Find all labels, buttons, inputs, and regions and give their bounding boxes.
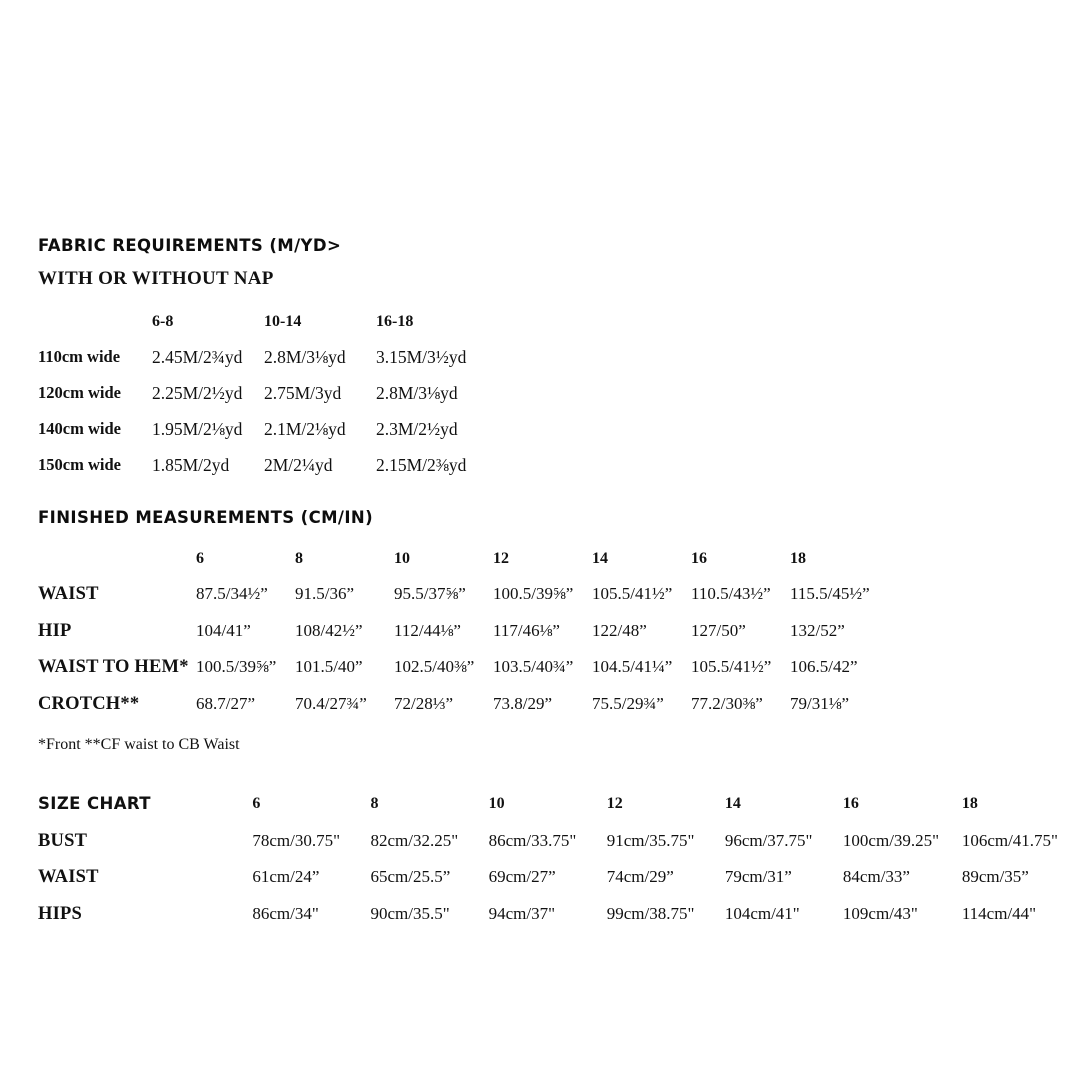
cell: 2.1M/2⅛yd	[264, 419, 346, 439]
row-label: 110cm wide	[38, 347, 121, 366]
cell: 99cm/38.75"	[606, 903, 695, 923]
column-header-size-12: 12	[493, 550, 509, 567]
row-label: 120cm wide	[38, 383, 121, 402]
cell: 68.7/27”	[196, 693, 256, 713]
cell: 77.2/30⅜”	[691, 693, 763, 713]
size-chart-section	[38, 786, 1058, 932]
cell: 2.45M/2¾yd	[152, 347, 243, 367]
column-header-size-6: 6	[196, 550, 204, 567]
cell: 104cm/41"	[724, 903, 800, 923]
cell: 94cm/37"	[488, 903, 556, 923]
cell: 104.5/41¼”	[592, 657, 673, 676]
column-header-size-16: 16	[842, 795, 859, 812]
table-row	[38, 896, 1058, 933]
column-header-size-18: 18	[790, 550, 806, 567]
table-row	[38, 411, 466, 447]
table-header-row	[38, 542, 870, 576]
table-row	[38, 576, 870, 613]
cell: 104/41”	[196, 620, 251, 640]
cell: 109cm/43"	[842, 903, 918, 923]
row-label: WAIST	[38, 867, 99, 887]
cell: 70.4/27¾”	[295, 693, 367, 713]
cell: 102.5/40⅜”	[394, 657, 475, 676]
cell: 86cm/33.75"	[488, 830, 577, 850]
column-header-size-8: 8	[295, 550, 303, 567]
cell: 127/50”	[691, 620, 746, 640]
cell: 1.85M/2yd	[152, 455, 230, 475]
table-row	[38, 823, 1058, 860]
cell: 112/44⅛”	[394, 620, 461, 640]
cell: 96cm/37.75"	[724, 830, 813, 850]
column-header-size-12: 12	[606, 795, 623, 812]
column-header-size-14: 14	[592, 550, 608, 567]
cell: 65cm/25.5”	[370, 867, 451, 886]
cell: 110.5/43½”	[691, 584, 771, 603]
cell: 69cm/27”	[488, 867, 556, 886]
column-header-size-10: 10	[394, 550, 410, 567]
cell: 101.5/40”	[295, 657, 363, 676]
cell: 132/52”	[790, 620, 845, 640]
cell: 79cm/31”	[724, 867, 792, 886]
cell: 78cm/30.75"	[252, 830, 341, 850]
cell: 84cm/33”	[842, 867, 910, 886]
cell: 2M/2¼yd	[264, 455, 333, 475]
cell: 117/46⅛”	[493, 620, 560, 640]
finished-measurements-title: FINISHED MEASUREMENTS (CM/IN)	[38, 508, 374, 527]
size-chart-table	[38, 786, 1058, 932]
cell: 90cm/35.5"	[370, 903, 450, 923]
cell: 1.95M/2⅛yd	[152, 419, 243, 439]
cell: 106.5/42”	[790, 657, 858, 676]
cell: 61cm/24”	[252, 867, 320, 886]
table-row	[38, 447, 466, 483]
table-row	[38, 375, 466, 411]
column-header-size-10-14: 10-14	[264, 313, 302, 330]
cell: 86cm/34"	[252, 903, 319, 923]
cell: 115.5/45½”	[790, 584, 870, 603]
cell: 105.5/41½”	[592, 584, 673, 603]
column-header-size-18: 18	[961, 795, 978, 812]
table-row	[38, 859, 1058, 896]
cell: 89cm/35”	[961, 867, 1029, 886]
cell: 91.5/36”	[295, 584, 355, 603]
cell: 3.15M/3½yd	[376, 347, 467, 367]
row-label: BUST	[38, 830, 88, 851]
column-header-size-6: 6	[252, 795, 261, 812]
cell: 100.5/39⅝”	[493, 584, 574, 603]
column-header-size-14: 14	[724, 795, 741, 812]
cell: 108/42½”	[295, 620, 363, 640]
cell: 75.5/29¾”	[592, 693, 664, 713]
finished-measurements-table	[38, 542, 870, 722]
row-label: HIPS	[38, 903, 82, 924]
cell: 74cm/29”	[606, 867, 674, 886]
finished-measurements-footnote: *Front **CF waist to CB Waist	[38, 736, 240, 753]
cell: 105.5/41½”	[691, 657, 772, 676]
table-row	[38, 339, 466, 375]
table-row	[38, 613, 870, 650]
cell: 2.75M/3yd	[264, 383, 342, 403]
cell: 2.15M/2⅜yd	[376, 455, 467, 475]
row-label: WAIST TO HEM*	[38, 657, 189, 677]
row-label: HIP	[38, 620, 72, 641]
column-header-size-16: 16	[691, 550, 707, 567]
fabric-requirements-section	[38, 236, 658, 483]
row-label: WAIST	[38, 584, 99, 604]
row-label: 150cm wide	[38, 455, 121, 474]
cell: 114cm/44"	[961, 903, 1037, 923]
column-header-blank	[38, 305, 152, 339]
table-row	[38, 686, 870, 723]
column-header-size-16-18: 16-18	[376, 313, 414, 330]
column-header-size-6-8: 6-8	[152, 313, 174, 330]
column-header-blank	[38, 542, 196, 576]
cell: 2.8M/3⅛yd	[264, 347, 346, 367]
cell: 73.8/29”	[493, 693, 553, 713]
cell: 100.5/39⅝”	[196, 657, 277, 676]
fabric-requirements-subtitle: WITH OR WITHOUT NAP	[38, 268, 274, 289]
cell: 87.5/34½”	[196, 584, 268, 603]
size-chart-title: SIZE CHART	[38, 794, 151, 813]
cell: 2.3M/2½yd	[376, 419, 458, 439]
fabric-requirements-title: FABRIC REQUIREMENTS (M/YD>	[38, 236, 342, 255]
cell: 95.5/37⅝”	[394, 584, 466, 603]
cell: 2.25M/2½yd	[152, 383, 243, 403]
cell: 82cm/32.25"	[370, 830, 459, 850]
cell: 91cm/35.75"	[606, 830, 695, 850]
cell: 103.5/40¾”	[493, 657, 574, 676]
table-header-row	[38, 786, 1058, 823]
fabric-requirements-table	[38, 305, 466, 483]
finished-measurements-section	[38, 508, 1038, 754]
row-label: CROTCH**	[38, 693, 140, 714]
cell: 122/48”	[592, 620, 647, 640]
cell: 2.8M/3⅛yd	[376, 383, 458, 403]
cell: 100cm/39.25"	[842, 830, 940, 850]
row-label: 140cm wide	[38, 419, 121, 438]
column-header-size-10: 10	[488, 795, 505, 812]
cell: 106cm/41.75"	[961, 830, 1058, 850]
column-header-size-8: 8	[370, 795, 379, 812]
table-header-row	[38, 305, 466, 339]
table-row	[38, 649, 870, 686]
cell: 79/31⅛”	[790, 693, 850, 713]
cell: 72/28⅓”	[394, 693, 454, 713]
